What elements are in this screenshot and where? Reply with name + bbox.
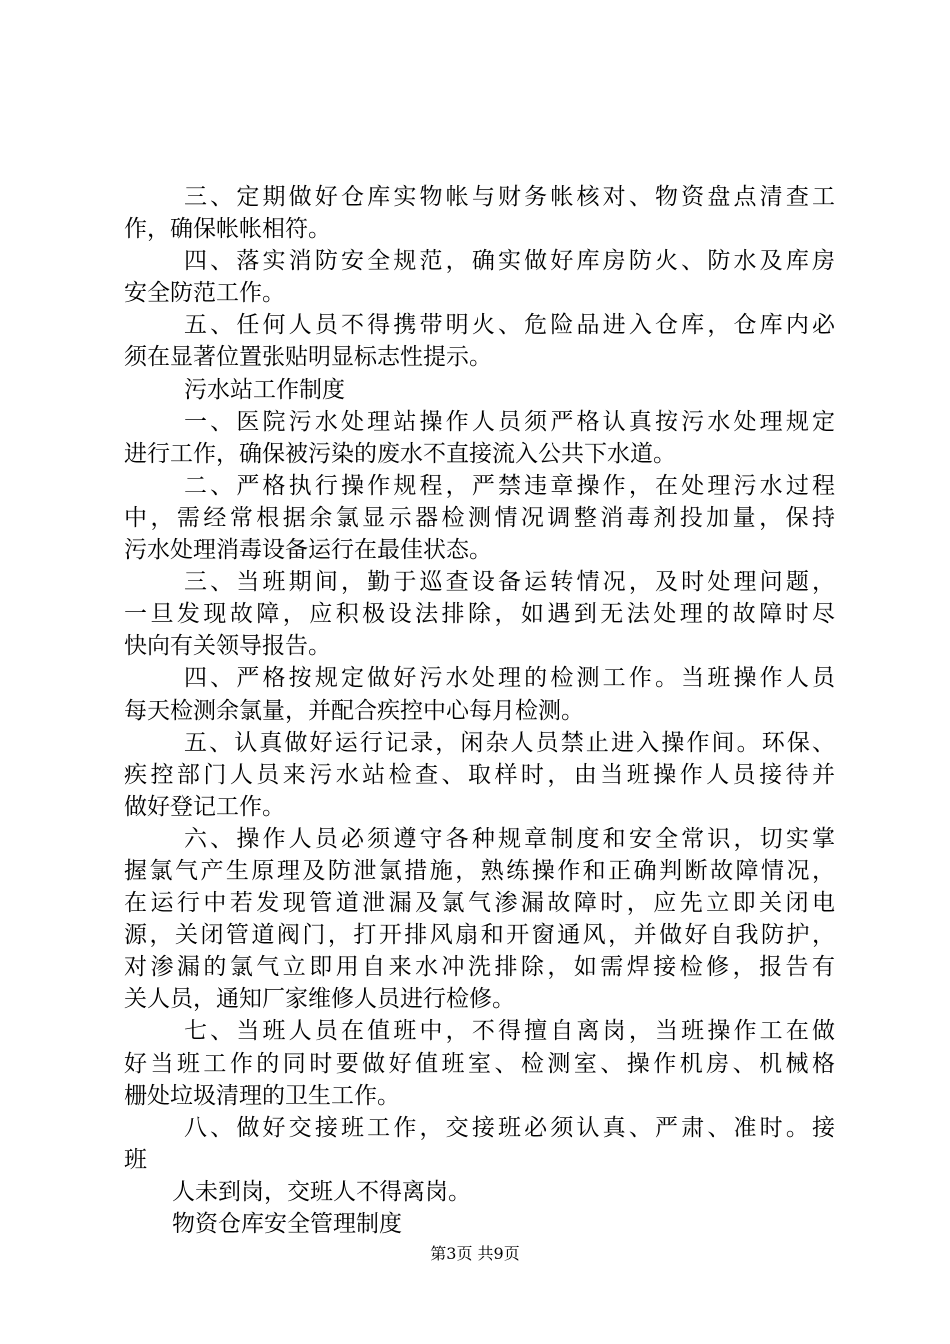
text-line: 关人员，通知厂家维修人员进行检修。 [124,986,515,1013]
text-line: 四、落实消防安全规范，确实做好库房防火、防水及库房 [184,248,835,275]
text-line: 进行工作，确保被污染的废水不直接流入公共下水道。 [124,440,676,467]
text-line: 污水站工作制度 [184,376,345,403]
text-line: 握氯气产生原理及防泄氯措施，熟练操作和正确判断故障情况， [124,857,835,884]
text-line: 七、当班人员在值班中，不得擅自离岗，当班操作工在做 [184,1018,835,1045]
text-line: 五、任何人员不得携带明火、危险品进入仓库，仓库内必 [184,312,835,339]
text-line: 在运行中若发现管道泄漏及氯气渗漏故障时，应先立即关闭电 [124,890,835,917]
page-number-footer: 第3页 共9页 [430,1244,520,1263]
text-line: 安全防范工作。 [124,280,285,307]
text-line: 好当班工作的同时要做好值班室、检测室、操作机房、机械格 [124,1050,835,1077]
text-line: 对渗漏的氯气立即用自来水冲洗排除，如需焊接检修，报告有 [124,954,835,981]
text-line: 三、当班期间，勤于巡查设备运转情况，及时处理问题， [184,569,835,596]
text-line: 人未到岗，交班人不得离岗。 [172,1178,471,1205]
text-line: 二、严格执行操作规程，严禁违章操作，在处理污水过程 [184,472,835,499]
text-line: 一旦发现故障，应积极设法排除，如遇到无法处理的故障时尽 [124,601,835,628]
text-line: 污水处理消毒设备运行在最佳状态。 [124,537,492,564]
text-line: 源，关闭管道阀门，打开排风扇和开窗通风，并做好自我防护， [124,922,835,949]
text-line: 六、操作人员必须遵守各种规章制度和安全常识，切实掌 [184,825,835,852]
text-line: 疾控部门人员来污水站检查、取样时，由当班操作人员接待并 [124,761,835,788]
text-line: 班 [124,1146,147,1173]
text-line: 四、严格按规定做好污水处理的检测工作。当班操作人员 [184,665,835,692]
text-line: 三、定期做好仓库实物帐与财务帐核对、物资盘点清查工 [184,184,835,210]
text-line: 须在显著位置张贴明显标志性提示。 [124,344,492,371]
text-line: 做好登记工作。 [124,793,285,820]
text-line: 每天检测余氯量，并配合疾控中心每月检测。 [124,697,584,724]
text-line: 作，确保帐帐相符。 [124,216,331,243]
text-line: 五、认真做好运行记录，闲杂人员禁止进入操作间。环保、 [184,729,835,756]
text-line: 中，需经常根据余氯显示器检测情况调整消毒剂投加量，保持 [124,504,835,531]
text-line: 栅处垃圾清理的卫生工作。 [124,1082,400,1109]
document-body [124,181,835,1240]
text-line: 一、医院污水处理站操作人员须严格认真按污水处理规定 [184,408,835,435]
text-line: 八、做好交接班工作，交接班必须认真、严肃、准时。接 [184,1114,835,1141]
text-line: 快向有关领导报告。 [124,633,331,660]
text-line: 物资仓库安全管理制度 [172,1211,402,1237]
